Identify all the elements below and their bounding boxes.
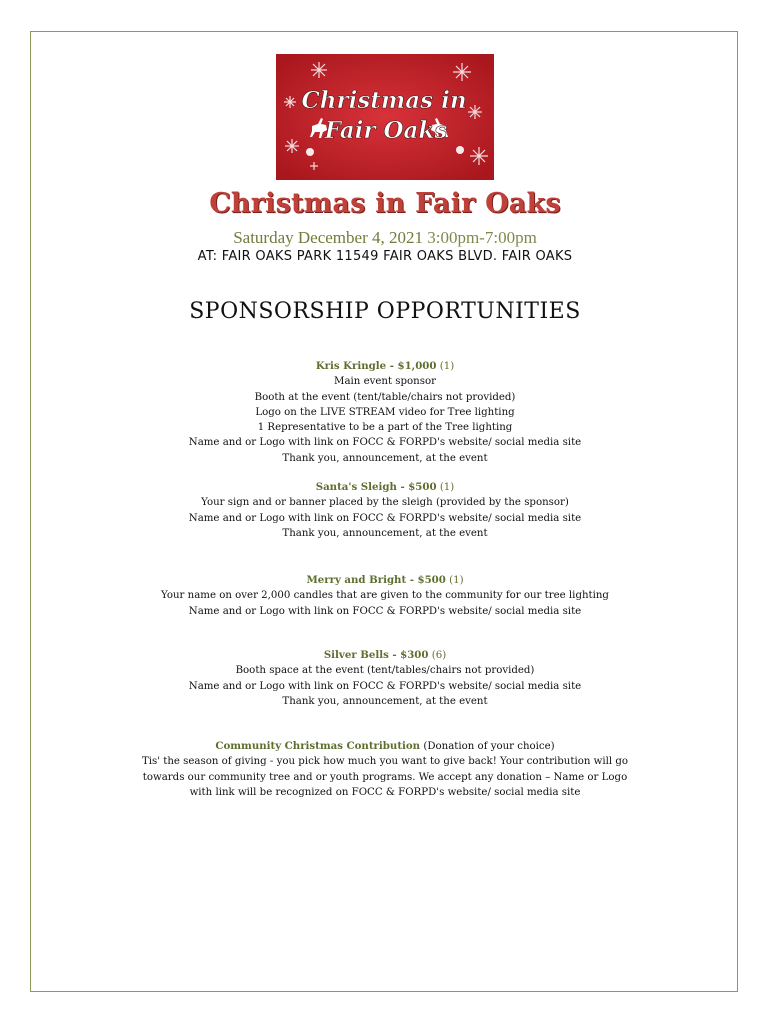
tier-benefit: Your sign and or banner placed by the sleigh (provided by the sponsor) [201, 497, 569, 509]
tier-benefit: Thank you, announcement, at the event [282, 452, 488, 464]
tier-count: (1) [449, 575, 464, 586]
community-text: towards our community tree and or youth programs. We accept any donation – Name or Logo [142, 771, 628, 783]
tier-benefit: Name and or Logo with link on FOCC & FORPD's website/ social media site [188, 680, 582, 692]
tier-benefit: Main event sponsor [334, 376, 436, 388]
tier-name: Silver Bells - $300 [323, 649, 429, 661]
tier-name: Merry and Bright - $500 [306, 574, 446, 586]
christmas-in-fair-oaks-logo [276, 54, 494, 180]
tier-count: (1) [439, 482, 455, 493]
tier-name: Santa's Sleigh - $500 [315, 481, 437, 493]
tier-benefit: Your name on over 2,000 candles that are given to the community for our tree lighting [161, 590, 609, 602]
event-date: Saturday December 4, 2021 [233, 228, 423, 247]
tier-kris-kringle [0, 359, 770, 466]
logo-line-2: Fair Oaks [324, 117, 448, 144]
community-text: Tis' the season of giving - you pick how much you want to give back! Your contribution will go [141, 756, 629, 768]
tier-benefit: Booth at the event (tent/table/chairs not provided) [254, 391, 516, 403]
tier-name: Kris Kringle - $1,000 [315, 360, 437, 372]
page-title: Christmas in Fair Oaks [209, 188, 561, 219]
tier-benefit: Thank you, announcement, at the event [282, 695, 488, 707]
event-venue: AT: FAIR OAKS PARK 11549 FAIR OAKS BLVD. FAIR OAKS [197, 249, 573, 264]
logo-line-1: Christmas in [301, 87, 467, 114]
tier-count: (6) [431, 650, 447, 661]
event-date-time [0, 228, 770, 248]
tier-santas-sleigh [0, 480, 770, 541]
tier-benefit: Booth space at the event (tent/tables/chairs not provided) [235, 665, 535, 677]
tier-count: (1) [439, 361, 455, 372]
tier-merry-and-bright [0, 573, 770, 619]
event-time: 3:00pm-7:00pm [427, 228, 537, 247]
tier-benefit: 1 Representative to be a part of the Tree lighting [257, 422, 513, 434]
tier-benefit: Name and or Logo with link on FOCC & FORPD's website/ social media site [188, 605, 582, 617]
sponsorship-heading: SPONSORSHIP OPPORTUNITIES [189, 299, 581, 324]
community-title: Community Christmas Contribution [215, 740, 421, 752]
tier-benefit: Logo on the LIVE STREAM video for Tree lighting [255, 406, 515, 418]
tier-benefit: Name and or Logo with link on FOCC & FORPD's website/ social media site [188, 512, 582, 524]
community-text: with link will be recognized on FOCC & FORPD's website/ social media site [189, 786, 581, 798]
tier-benefit: Thank you, announcement, at the event [282, 527, 488, 539]
tier-silver-bells [0, 648, 770, 709]
community-contribution [0, 739, 770, 800]
tier-benefit: Name and or Logo with link on FOCC & FORPD's website/ social media site [188, 437, 582, 449]
community-note: (Donation of your choice) [423, 741, 555, 752]
